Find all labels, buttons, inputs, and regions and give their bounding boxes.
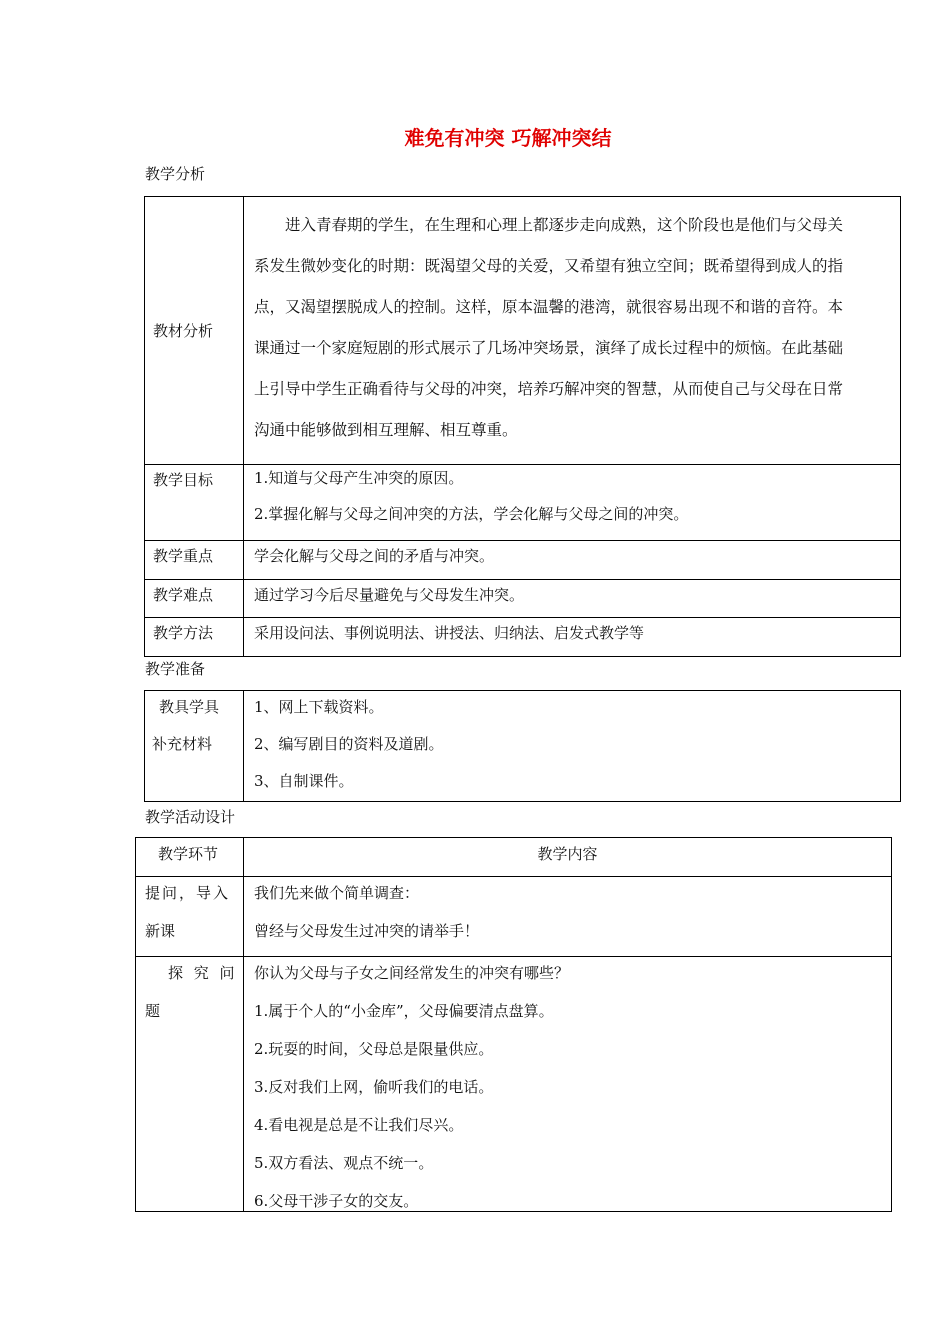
material-content-cell — [244, 197, 901, 465]
row2-line: 4.看电视是总是不让我们尽兴。 — [254, 1116, 464, 1134]
goal-content-cell — [244, 465, 901, 541]
difficulty-label: 教学难点 — [153, 586, 214, 604]
row1-line: 我们先来做个简单调查： — [254, 884, 420, 902]
key-label: 教学重点 — [153, 547, 214, 565]
prep-label-line: 补充材料 — [152, 735, 213, 753]
key-content-cell — [244, 541, 901, 580]
activity-header-stage: 教学环节 — [158, 845, 219, 863]
row2-line: 你认为父母与子女之间经常发生的冲突有哪些？ — [254, 964, 570, 982]
row2-line: 3.反对我们上网，偷听我们的电话。 — [254, 1078, 494, 1096]
row2-label-line: 题 — [145, 1002, 161, 1020]
row1-label-cell — [136, 877, 244, 957]
material-line: 点，又渴望摆脱成人的控制。这样，原本温馨的港湾，就很容易出现不和谐的音符。本 — [254, 298, 844, 316]
key-text: 学会化解与父母之间的矛盾与冲突。 — [254, 547, 495, 565]
prep-item: 2、编写剧目的资料及道剧。 — [254, 735, 444, 753]
activity-header-right-cell — [244, 838, 892, 877]
row2-label-line: 探 究 问 — [168, 964, 238, 982]
material-line: 沟通中能够做到相互理解、相互尊重。 — [254, 421, 518, 439]
material-line: 上引导中学生正确看待与父母的冲突，培养巧解冲突的智慧，从而使自己与父母在日常 — [254, 380, 844, 398]
goal-label: 教学目标 — [153, 471, 214, 489]
prep-label-cell — [145, 691, 244, 802]
activity-header-content: 教学内容 — [537, 845, 598, 863]
method-label: 教学方法 — [153, 624, 214, 642]
prep-item: 3、自制课件。 — [254, 772, 354, 790]
preparation-table — [144, 690, 901, 802]
difficulty-text: 通过学习今后尽量避免与父母发生冲突。 — [254, 586, 525, 604]
page-title: 难免有冲突 巧解冲突结 — [404, 126, 612, 150]
difficulty-content-cell — [244, 580, 901, 618]
method-content-cell — [244, 618, 901, 657]
section-heading-preparation: 教学准备 — [145, 660, 206, 678]
goal-item: 1.知道与父母产生冲突的原因。 — [254, 469, 464, 487]
row1-label-line: 提问，导入 — [145, 884, 231, 902]
row2-content-cell — [244, 957, 892, 1212]
analysis-table — [144, 196, 901, 657]
key-label-cell — [145, 541, 244, 580]
activity-header-left-cell — [136, 838, 244, 877]
material-label-cell — [145, 197, 244, 465]
row2-line: 2.玩耍的时间，父母总是限量供应。 — [254, 1040, 494, 1058]
material-line: 课通过一个家庭短剧的形式展示了几场冲突场景，演绎了成长过程中的烦恼。在此基础 — [254, 339, 844, 357]
activity-table — [135, 837, 892, 1212]
prep-label-line: 教具学具 — [159, 698, 220, 716]
material-line: 系发生微妙变化的时期：既渴望父母的关爱，又希望有独立空间；既希望得到成人的指 — [254, 257, 844, 275]
row1-label-line: 新课 — [145, 922, 176, 940]
material-line: 进入青春期的学生，在生理和心理上都逐步走向成熟，这个阶段也是他们与父母关 — [285, 216, 844, 234]
row1-content-cell — [244, 877, 892, 957]
prep-item: 1、网上下载资料。 — [254, 698, 384, 716]
material-label: 教材分析 — [153, 322, 214, 340]
row2-line: 1.属于个人的“小金库”，父母偏要清点盘算。 — [254, 1002, 554, 1020]
prep-content-cell — [244, 691, 901, 802]
method-text: 采用设问法、事例说明法、讲授法、归纳法、启发式教学等 — [254, 624, 645, 642]
section-heading-activity: 教学活动设计 — [145, 808, 236, 826]
row2-label-cell — [136, 957, 244, 1212]
row1-line: 曾经与父母发生过冲突的请举手！ — [254, 922, 480, 940]
row2-line: 5.双方看法、观点不统一。 — [254, 1154, 434, 1172]
method-label-cell — [145, 618, 244, 657]
material-paragraph — [244, 197, 900, 457]
row2-line: 6.父母干涉子女的交友。 — [254, 1192, 419, 1210]
goal-item: 2.掌握化解与父母之间冲突的方法，学会化解与父母之间的冲突。 — [254, 505, 689, 523]
section-heading-analysis: 教学分析 — [145, 165, 206, 183]
difficulty-label-cell — [145, 580, 244, 618]
goal-label-cell — [145, 465, 244, 541]
